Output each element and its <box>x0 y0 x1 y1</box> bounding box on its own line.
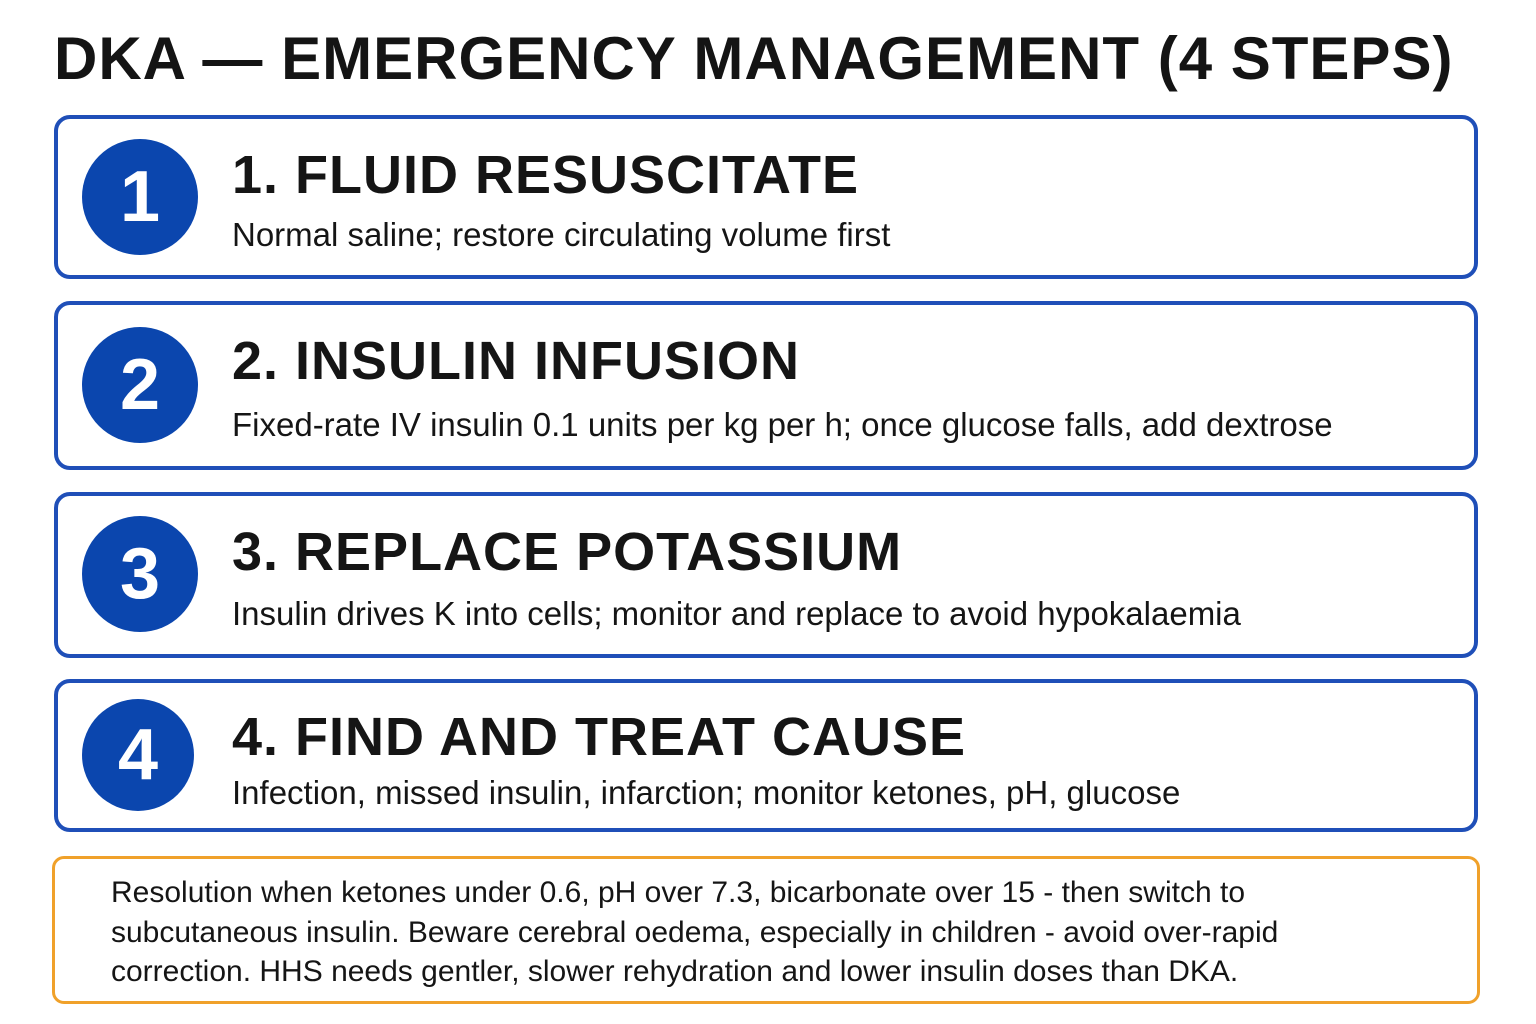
resolution-note-box <box>52 856 1480 1004</box>
step-card-3 <box>54 492 1478 658</box>
note-line-2: subcutaneous insulin. Beware cerebral oedema, especially in children - avoid over-rapid <box>111 916 1279 949</box>
step-title: 2. INSULIN INFUSION <box>232 331 801 391</box>
step-description: Fixed-rate IV insulin 0.1 units per kg per h; once glucose falls, add dextrose <box>232 406 1333 443</box>
note-line-3: correction. HHS needs gentler, slower rehydration and lower insulin doses than DKA. <box>111 955 1239 988</box>
note-line-1: Resolution when ketones under 0.6, pH over 7.3, bicarbonate over 15 - then switch to <box>111 876 1246 909</box>
page-title: DKA — EMERGENCY MANAGEMENT (4 STEPS) <box>54 25 1454 92</box>
step-title: 3. REPLACE POTASSIUM <box>232 522 903 582</box>
step-card-2 <box>54 301 1478 470</box>
step-title: 4. FIND AND TREAT CAUSE <box>232 707 967 767</box>
step-number-badge: 2 <box>82 327 198 443</box>
step-card-1 <box>54 115 1478 279</box>
step-number-badge: 3 <box>82 516 198 632</box>
step-description: Infection, missed insulin, infarction; monitor ketones, pH, glucose <box>232 774 1181 811</box>
step-description: Insulin drives K into cells; monitor and replace to avoid hypokalaemia <box>232 595 1241 632</box>
step-title: 1. FLUID RESUSCITATE <box>232 145 860 205</box>
step-description: Normal saline; restore circulating volume first <box>232 216 891 253</box>
step-number-badge: 4 <box>82 699 194 811</box>
step-number-badge: 1 <box>82 139 198 255</box>
step-card-4 <box>54 679 1478 832</box>
